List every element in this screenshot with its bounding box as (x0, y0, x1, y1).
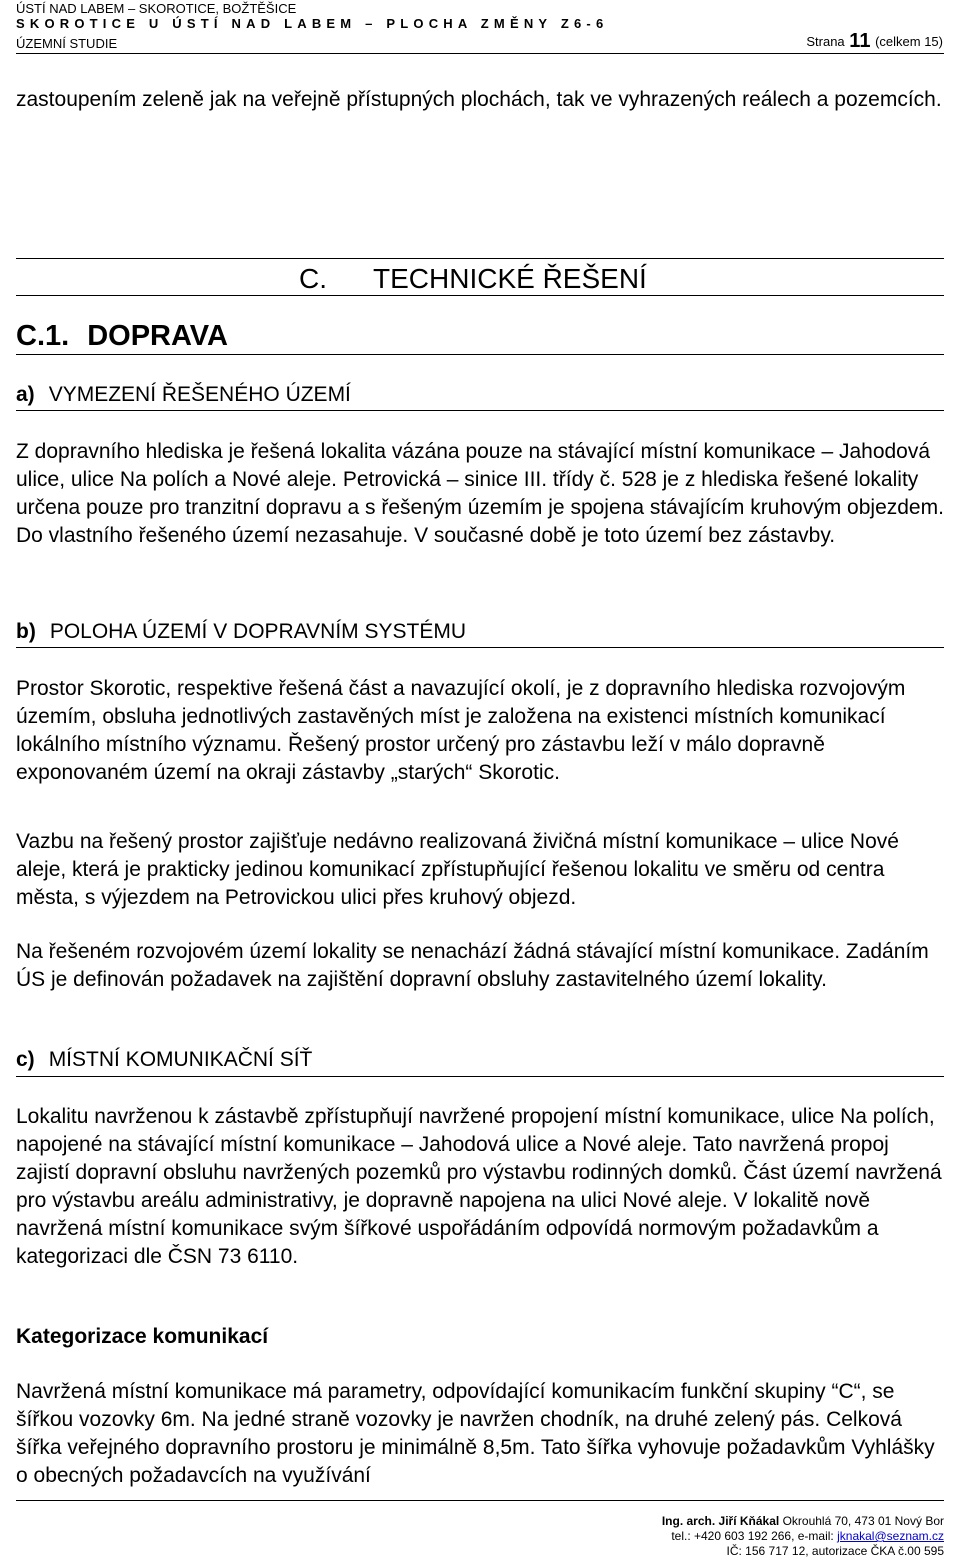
paragraph: Lokalitu navrženou k zástavbě zpřístupňují navržené propojení místní komunikace, ulice Na polích, napojené na stávající místní komunikace – Jahodová ulice a Nové aleje. Tato navržená propoj zajistí dopravní obsluhu navržených pozemků pro výstavbu rodinných domků. Část území navržená pro výstavbu areálu administrativy, je dopravně napojena na ulici Nové aleje. V lokalitě nově navržená místní komunikace svým šířkové uspořádáním odpovídá normovým požadavkům a kategorizaci dle ČSN 73 6110. (16, 1105, 942, 1268)
subsection-title: VYMEZENÍ ŘEŠENÉHO ÚZEMÍ (48, 383, 351, 406)
subsection-rule (16, 647, 944, 648)
footer (662, 1514, 944, 1559)
footer-ic: IČ: 156 717 12, autorizace ČKA č.00 595 (726, 1544, 944, 1558)
footer-rule (16, 1500, 944, 1501)
chapter-title: TECHNICKÉ ŘEŠENÍ (373, 263, 647, 294)
subsection-letter: c) (16, 1048, 35, 1071)
subsection-title: POLOHA ÚZEMÍ V DOPRAVNÍM SYSTÉMU (49, 620, 467, 643)
chapter-number: C. (299, 263, 327, 294)
subsection-title: MÍSTNÍ KOMUNIKAČNÍ SÍŤ (48, 1048, 313, 1071)
footer-email-link[interactable]: jknakal@seznam.cz (837, 1529, 944, 1543)
section-heading (16, 318, 228, 354)
paragraph: Na řešeném rozvojovém území lokality se nenachází žádná stávající místní komunikace. Zadáním ÚS je definován požadavek na zajištění dopravní obsluhy zastavitelného území lokality. (16, 940, 929, 991)
section-number: C.1. (16, 320, 70, 352)
footer-phone: tel.: +420 603 192 266, e-mail: (671, 1529, 834, 1543)
subsection-letter: b) (16, 620, 36, 643)
categorization-paragraph: Navržená místní komunikace má parametry, odpovídající komunikacím funkční skupiny “C“, se šířkou vozovky 6m. Na jedné straně vozovky je navržen chodník, na druhé zelený pás. Celková šířka veřejného dopravního prostoru je minimálně 8,5m. Tato šířka vyhovuje požadavkům Vyhlášky o obecných požadavcích na využívání (16, 1380, 935, 1487)
chapter-heading-box (16, 258, 944, 296)
subsection-heading-b (16, 618, 466, 646)
header-document-type: ÚZEMNÍ STUDIE (16, 36, 118, 51)
footer-address: Okrouhlá 70, 473 01 Nový Bor (782, 1514, 944, 1528)
footer-line-author (662, 1514, 944, 1529)
section-title: DOPRAVA (87, 320, 228, 352)
subsection-letter: a) (16, 383, 35, 406)
section-rule (16, 354, 944, 355)
footer-line-contact (662, 1529, 944, 1544)
subsection-rule (16, 410, 944, 411)
page-indicator (806, 31, 943, 52)
page-total: (celkem 15) (875, 34, 943, 49)
paragraph: Z dopravního hlediska je řešená lokalita vázána pouze na stávající místní komunikace – Jahodová ulice, ulice Na polích a Nové aleje. Petrovická – sinice III. třídy č. 528 je z hlediska řešené lokality určena pouze pro tranzitní dopravu a s řešeným územím je spojena stávajícím kruhovým objezdem. Do vlastního řešeného území nezasahuje. V současné době je toto území bez zástavby. (16, 440, 944, 547)
header-project-title: SKOROTICE U ÚSTÍ NAD LABEM – PLOCHA ZMĚNY Z6-6 (16, 16, 609, 31)
categorization-heading: Kategorizace komunikací (16, 1325, 269, 1348)
header-location: ÚSTÍ NAD LABEM – SKOROTICE, BOŽTĚŠICE (16, 1, 297, 16)
page-prefix: Strana (806, 34, 845, 49)
subsection-rule (16, 1076, 944, 1077)
subsection-heading-c (16, 1046, 312, 1074)
page-number: 11 (849, 30, 871, 52)
footer-author: Ing. arch. Jiří Kňákal (661, 1514, 780, 1528)
subsection-heading-a (16, 381, 351, 409)
intro-paragraph: zastoupením zeleně jak na veřejně přístupných plochách, tak ve vyhrazených reálech a pozemcích. (16, 88, 942, 111)
chapter-heading (299, 263, 647, 295)
paragraph: Vazbu na řešený prostor zajišťuje nedávno realizovaná živičná místní komunikace – ulice Nové aleje, která je prakticky jedinou komunikací zpřístupňující řešenou lokalitu ve směru od centra města, s výjezdem na Petrovickou ulici přes kruhový objezd. (16, 830, 899, 909)
header-rule (16, 53, 944, 54)
paragraph: Prostor Skorotic, respektive řešená část a navazující okolí, je z dopravního hlediska rozvojovým územím, obsluha jednotlivých zastavěných míst je založena na existenci místních komunikací lokálního místního významu. Řešený prostor určený pro zástavbu leží v málo dopravně exponovaném území na okraji zástavby „starých“ Skorotic. (16, 677, 906, 784)
